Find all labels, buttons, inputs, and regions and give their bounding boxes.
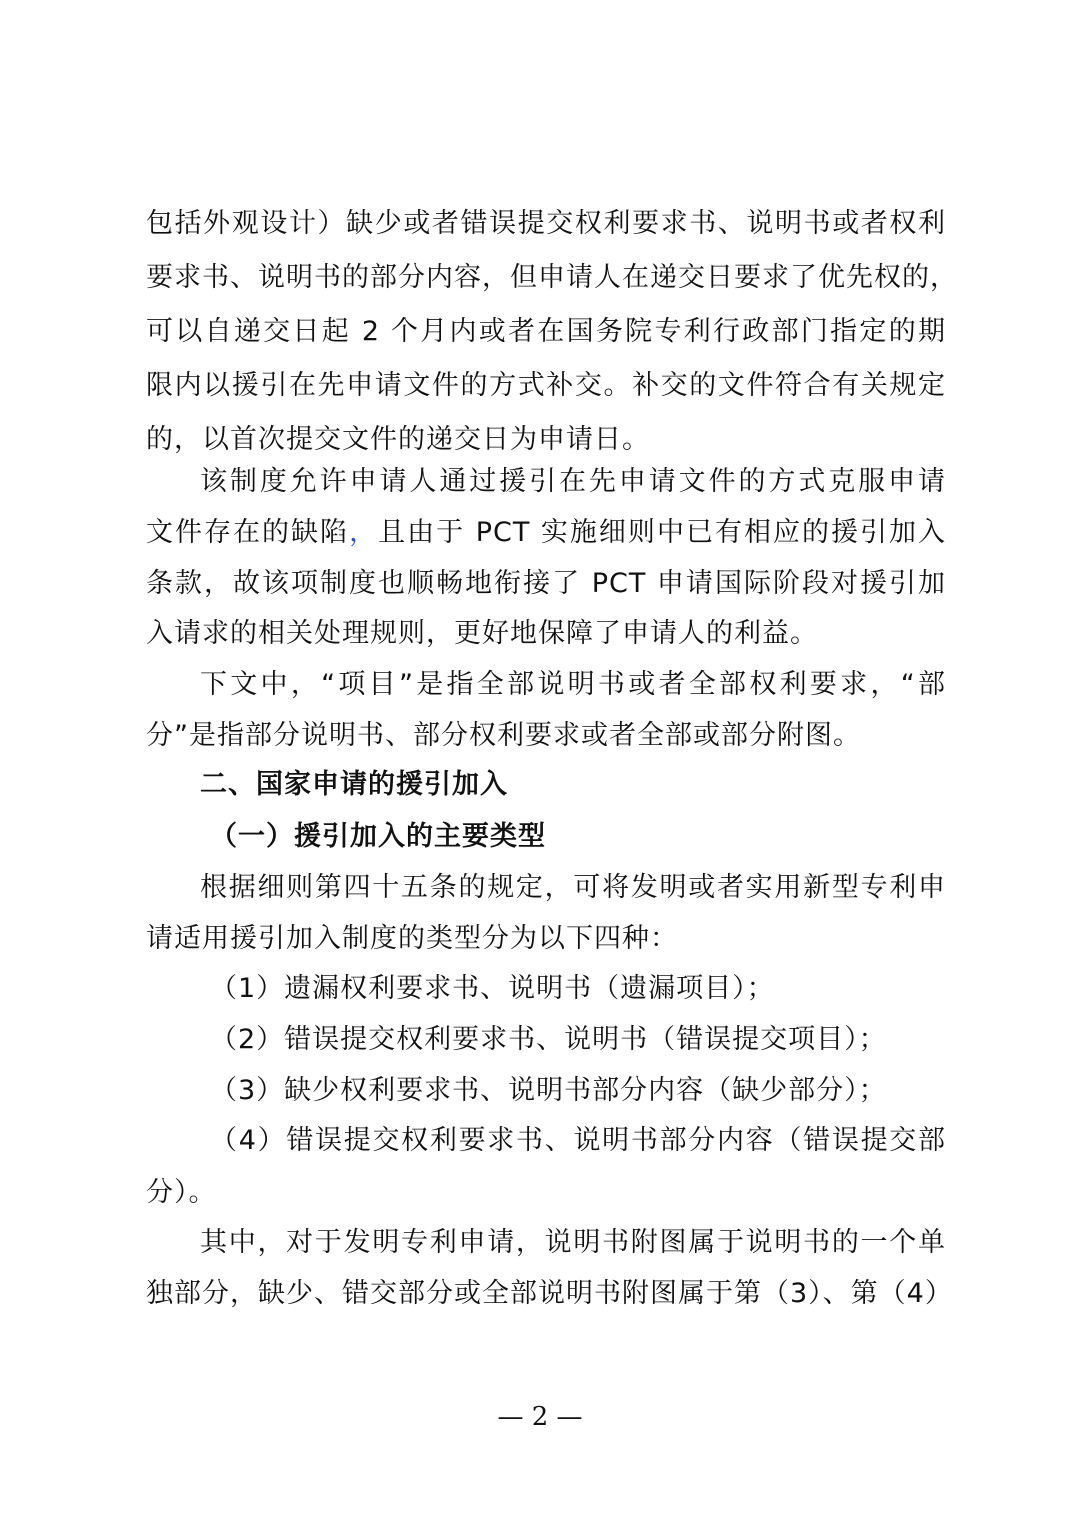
type-item-3: （3）缺少权利要求书、说明书部分内容（缺少部分）； (210, 1075, 887, 1106)
closing-line-2: 独部分，缺少、错交部分或全部说明书附图属于第（3）、第（4） (146, 1278, 953, 1309)
paragraph-1-line-2: 要求书、说明书的部分内容，但申请人在递交日要求了优先权的， (146, 262, 958, 293)
type-item-2: （2）错误提交权利要求书、说明书（错误提交项目）； (210, 1024, 887, 1055)
subsection-heading: （一）援引加入的主要类型 (210, 821, 546, 852)
paragraph-2-line-2-part-b: 且由于 PCT 实施细则中已有相应的援引加入 (378, 517, 947, 548)
paragraph-3-line-2: 分”是指部分说明书、部分权利要求或者全部或部分附图。 (146, 720, 861, 751)
paragraph-2-line-2-part-a: 文件存在的缺陷 (146, 517, 350, 548)
paragraph-1-line-3: 可以自递交日起 2 个月内或者在国务院专利行政部门指定的期 (146, 316, 946, 347)
paragraph-1-line-5: 的，以首次提交文件的递交日为申请日。 (146, 424, 650, 455)
type-item-4-continued: 分）。 (146, 1177, 217, 1208)
page-number: — 2 — (497, 1402, 583, 1432)
highlighted-comma: ， (349, 517, 379, 548)
paragraph-2-line-1: 该制度允许申请人通过援引在先申请文件的方式克服申请 (200, 466, 946, 497)
paragraph-1-line-1: 包括外观设计）缺少或者错误提交权利要求书、说明书或者权利 (146, 208, 946, 239)
paragraph-2-line-2 (146, 513, 946, 553)
type-item-4: （4）错误提交权利要求书、说明书部分内容（错误提交部 (210, 1125, 946, 1156)
section-heading: 二、国家申请的援引加入 (200, 769, 508, 800)
closing-line-1: 其中，对于发明专利申请，说明书附图属于说明书的一个单 (200, 1227, 946, 1258)
intro-line-1: 根据细则第四十五条的规定，可将发明或者实用新型专利申 (200, 872, 946, 903)
paragraph-3-line-1: 下文中，“项目”是指全部说明书或者全部权利要求，“部 (200, 669, 946, 700)
type-item-1: （1）遗漏权利要求书、说明书（遗漏项目）； (210, 973, 775, 1004)
intro-line-2: 请适用援引加入制度的类型分为以下四种： (146, 923, 678, 954)
paragraph-2-line-4: 入请求的相关处理规则，更好地保障了申请人的利益。 (146, 618, 818, 649)
paragraph-2-line-3: 条款，故该项制度也顺畅地衔接了 PCT 申请国际阶段对援引加 (146, 568, 946, 599)
paragraph-1-line-4: 限内以援引在先申请文件的方式补交。补交的文件符合有关规定 (146, 370, 946, 401)
